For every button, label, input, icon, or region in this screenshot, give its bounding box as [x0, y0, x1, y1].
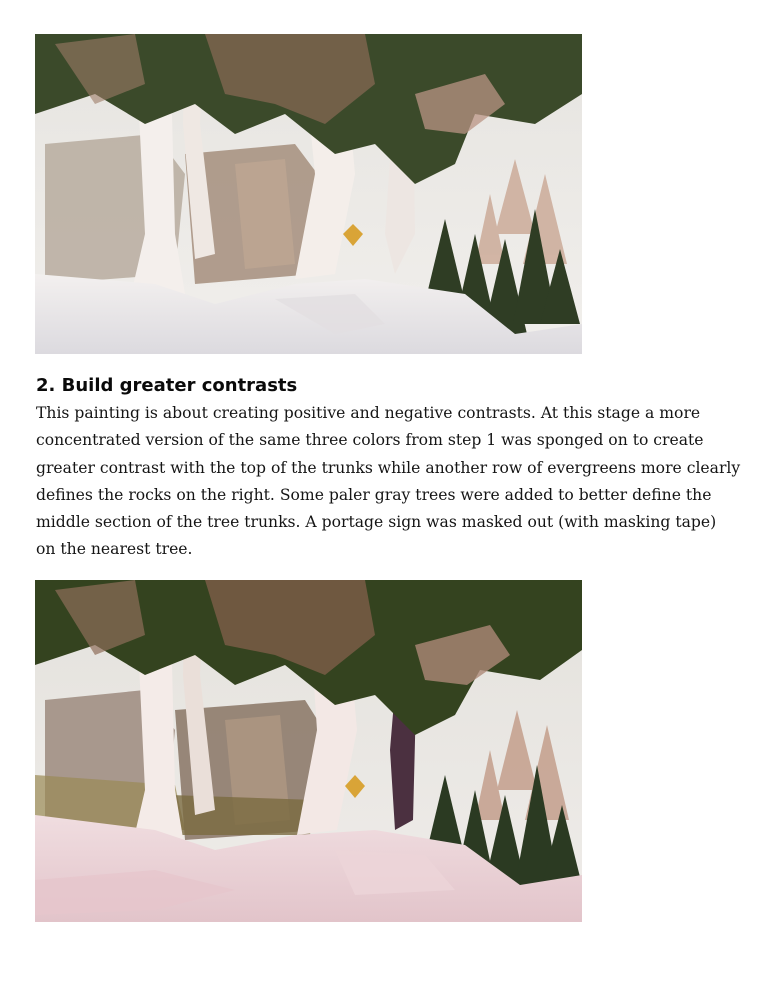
paragraph-line: This painting is about creating positive and negative contrasts. At this stage a more	[36, 404, 701, 422]
paragraph-line: concentrated version of the same three colors from step 1 was sponged on to create	[36, 431, 704, 450]
paragraph-line: defines the rocks on the right. Some paler gray trees were added to better define the	[36, 485, 712, 504]
paragraph-line: greater contrast with the top of the trunks while another row of evergreens more clearly	[36, 458, 741, 477]
painting-step-1-artwork	[35, 34, 582, 354]
watercolor-painting-step-2	[35, 580, 582, 922]
watercolor-painting-step-1	[35, 34, 582, 354]
paragraph-line: middle section of the tree trunks. A portage sign was masked out (with masking tape)	[36, 513, 717, 532]
section-heading: 2. Build greater contrasts	[36, 375, 298, 396]
paragraph-line: on the nearest tree.	[36, 540, 193, 559]
painting-step-2-artwork	[35, 580, 582, 922]
section-paragraph	[36, 400, 751, 564]
